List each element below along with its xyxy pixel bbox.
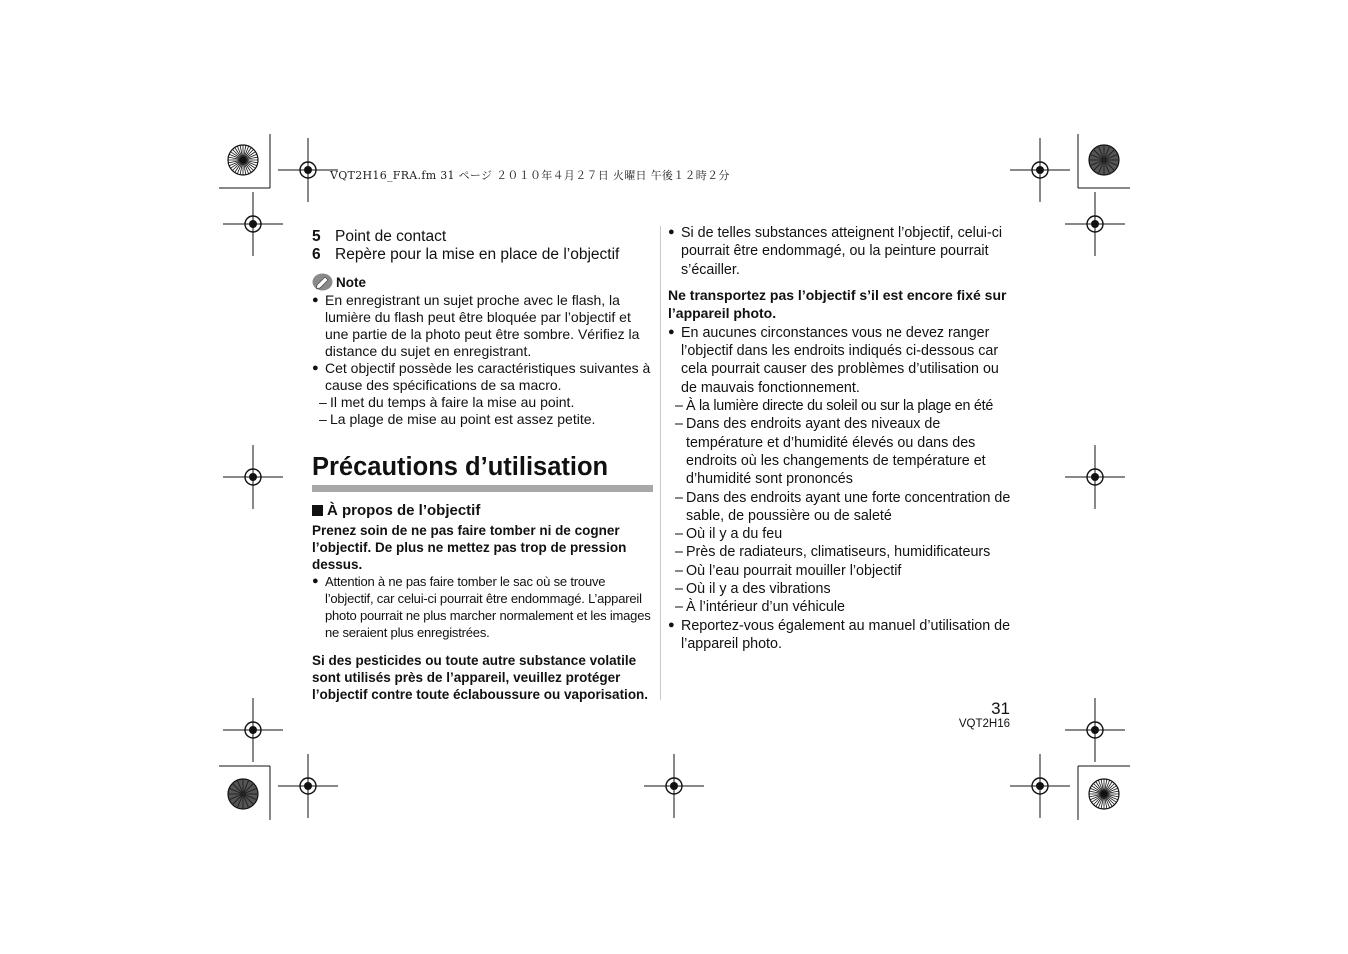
- dash-icon: –: [675, 544, 683, 561]
- bullet-icon: ●: [668, 325, 675, 338]
- list-item: [312, 292, 657, 360]
- bullet-text: Reportez-vous également au manuel d’utilisation de l’appareil photo.: [681, 617, 1011, 652]
- dash-text: Où l’eau pourrait mouiller l’objectif: [686, 562, 902, 579]
- left-column: [312, 228, 657, 703]
- dash-text: Où il y a du feu: [686, 526, 783, 543]
- list-item: [668, 489, 1013, 526]
- list-item: [668, 397, 1013, 415]
- section-title: Précautions d’utilisation: [312, 453, 609, 481]
- dash-text: Près de radiateurs, climatiseurs, humidificateurs: [686, 544, 991, 561]
- list-item: [312, 573, 657, 641]
- warning-text: Ne transportez pas l’objectif s’il est encore fixé sur l’appareil photo.: [668, 286, 1007, 321]
- list-item: [312, 394, 657, 411]
- bullet-text: Attention à ne pas faire tomber le sac où se trouve l’objectif, car celui-ci pourrait être endommagé. L’appareil photo pourrait ne plus marcher normalement et les images ne seraient plus enregistrées.: [325, 574, 651, 640]
- list-item: [668, 415, 1013, 488]
- item-text: Point de contact: [335, 228, 447, 245]
- dash-icon: –: [675, 562, 683, 579]
- dash-icon: –: [319, 411, 327, 427]
- bullet-text: Cet objectif possède les caractéristiques suivantes à cause des spécifications de sa macro.: [325, 360, 651, 393]
- document-code: VQT2H16: [958, 718, 1010, 730]
- bullet-text: Si de telles substances atteignent l’objectif, celui-ci pourrait être endommagé, ou la peinture pourrait s’écailler.: [681, 225, 1003, 278]
- list-item: [668, 617, 1013, 654]
- list-item: [668, 562, 1013, 580]
- note-icon: [312, 273, 333, 291]
- item-number: 5: [312, 228, 321, 245]
- column-divider: [660, 226, 661, 700]
- dash-text: À la lumière directe du soleil ou sur la plage en été: [686, 398, 994, 415]
- subsection-title: À propos de l’objectif: [327, 502, 481, 519]
- note-label: Note: [336, 274, 366, 290]
- bullet-icon: ●: [668, 618, 675, 631]
- dash-icon: –: [675, 599, 683, 616]
- list-item: [668, 598, 1013, 616]
- list-item: [312, 228, 657, 246]
- note-heading: [312, 273, 657, 291]
- square-bullet-icon: [312, 505, 323, 516]
- warning-text: Prenez soin de ne pas faire tomber ni de cogner l’objectif. De plus ne mettez pas trop de pression dessus.: [312, 523, 627, 572]
- title-underline: [312, 485, 653, 492]
- list-item: [668, 224, 1013, 279]
- dash-icon: –: [675, 581, 683, 598]
- print-header: VQT2H16_FRA.fm 31 ページ ２０１０年４月２７日 火曜日 午後１２時２分: [330, 169, 730, 182]
- dash-text: À l’intérieur d’un véhicule: [686, 599, 845, 616]
- dash-text: Il met du temps à faire la mise au point.: [330, 394, 575, 410]
- page-number: 31: [991, 699, 1010, 718]
- bullet-icon: ●: [312, 575, 319, 587]
- dash-text: Où il y a des vibrations: [686, 581, 831, 598]
- dash-icon: –: [319, 394, 327, 410]
- bullet-icon: ●: [312, 362, 319, 374]
- list-item: [312, 246, 657, 264]
- right-column: [668, 224, 1013, 653]
- item-number: 6: [312, 246, 321, 263]
- warning-text: Si des pesticides ou toute autre substance volatile sont utilisés près de l’appareil, veuillez protéger l’objectif contre toute éclaboussure ou vaporisation.: [312, 653, 649, 702]
- list-item: [312, 411, 657, 428]
- dash-icon: –: [675, 489, 683, 506]
- bullet-text: En enregistrant un sujet proche avec le flash, la lumière du flash peut être bloquée par l’objectif et une partie de la photo peut être sombre. Vérifiez la distance du sujet en enregistrant.: [325, 292, 640, 359]
- dash-text: La plage de mise au point est assez petite.: [330, 411, 596, 427]
- bullet-icon: ●: [668, 226, 675, 238]
- dash-text: Dans des endroits ayant une forte concentration de sable, de poussière ou de saleté: [686, 489, 1011, 524]
- dash-icon: –: [675, 398, 683, 415]
- list-item: [668, 543, 1013, 561]
- dash-text: Dans des endroits ayant des niveaux de température et d’humidité élevés ou dans des endroits où les changements de température et d’humidité sont prononcés: [686, 416, 986, 488]
- bullet-text: En aucunes circonstances vous ne devez ranger l’objectif dans les endroits indiqués ci-dessous car cela pourrait causer des problèmes d’utilisation ou de mauvais fonctionnement.: [681, 324, 999, 396]
- dash-icon: –: [675, 526, 683, 543]
- list-item: [668, 580, 1013, 598]
- bullet-icon: ●: [312, 294, 319, 306]
- list-item: [668, 525, 1013, 543]
- item-text: Repère pour la mise en place de l’objectif: [335, 246, 620, 263]
- list-item: [668, 324, 1013, 397]
- list-item: [312, 360, 657, 394]
- dash-icon: –: [675, 416, 683, 433]
- subsection-heading: [312, 502, 657, 519]
